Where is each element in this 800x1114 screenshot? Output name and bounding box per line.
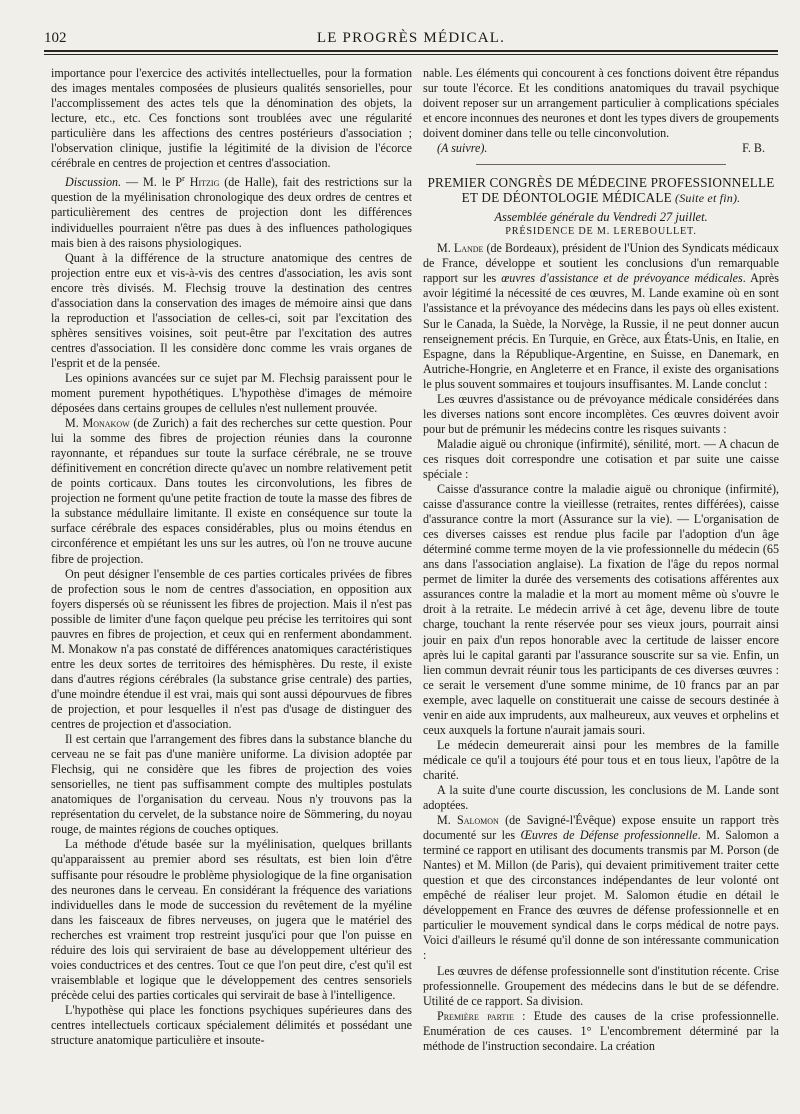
text-run: : Etude des causes de la crise professionnelle. Enumération de ces causes. 1° L'encombrement déterminé par la méthode de l'instruction secondaire. La création — [423, 1008, 779, 1053]
paragraph: Il est certain que l'arrangement des fibres dans la substance blanche du cerveau ne se fait pas d'une manière uniforme. La division adoptée par Flechsig, qui ne considère que les fibres de projection des voies sensorielles, ne tient pas suffisamment compte des multiples postulats anatomiques de l'organisation du cerveau. Nous n'y trouvons pas la représentation du cervelet, de la substance noire de Sömmering, du noyau rouge, de maintes régions de couches optiques. — [51, 732, 412, 837]
header-rule-thin — [44, 54, 778, 55]
section-title — [423, 175, 779, 206]
paragraph — [423, 813, 779, 963]
paragraph: Les opinions avancées sur ce sujet par M. Flechsig paraissent pour le moment purement hypothétiques. L'hypothèse d'images de mémoire déposées dans certains groupes de cellules n'est nullement prouvée. — [51, 370, 412, 416]
page-number: 102 — [44, 30, 67, 46]
text-run: M. — [437, 241, 454, 256]
text-run: (de Savigné-l'Évêque) expose ensuite un rapport très documenté sur les — [423, 813, 779, 843]
presidency-heading: PRÉSIDENCE DE M. LEREBOULLET. — [505, 226, 697, 238]
text-run: — M. le P — [121, 175, 183, 190]
paragraph: Les œuvres d'assistance ou de prévoyance médicale considérées dans les diverses nations sont encore incomplètes. Ces œuvres doivent avoir pour but de prémunir les médecins contre les risques suivants : — [423, 391, 779, 436]
assembly-heading: Assemblée générale du Vendredi 27 juillet. — [494, 210, 708, 225]
paragraph: Maladie aiguë ou chronique (infirmité), sénilité, mort. — A chacun de ces risques doit correspondre une cotisation et par suite une caisse spéciale : — [423, 436, 779, 481]
paragraph: nable. Les éléments qui concourent à ces fonctions doivent être répandus sur toute l'écorce. Et les conditions anatomiques du travail psychique doivent reposer sur un arrangement particulier à complications spéciales et encore inconnues des neurones et dont les types divers de groupements doivent dominer dans telle ou telle cinconvolution. — [423, 66, 779, 141]
paragraph: L'hypothèse qui place les fonctions psychiques supérieures dans des centres intellectuels corticaux spécialement délimités et possédant une structure anatomique particulière et insoute- — [51, 1002, 412, 1048]
author-name: Lande — [453, 241, 484, 256]
text-run: r — [182, 174, 185, 184]
section-separator — [476, 164, 725, 165]
author-name: Salomon — [457, 813, 499, 828]
discussion-paragraph — [51, 171, 412, 250]
part-label: Première partie — [437, 1008, 514, 1023]
text-run: œuvres d'assistance et de prévoyance médicales — [501, 271, 743, 286]
paragraph — [423, 241, 779, 391]
text-run: . M. Salomon a terminé ce rapport en utilisant des documents transmis par M. Porson (de Nantes) et M. Millon (de Paris), qui devaient primitivement traiter cette question et que des circonstances indépendantes de leur volonté ont empêché de réaliser leur projet. M. Salomon étudie en détail le développement en France des œuvres de défense professionnelle et en particulier le mouvement syndical dans le corps médical de notre pays. Voici d'ailleurs le résumé qu'il donne de son intéressante communication : — [423, 828, 779, 963]
left-column — [51, 66, 412, 1048]
text-run: (Suite et fin). — [671, 191, 741, 206]
paragraph: Caisse d'assurance contre la maladie aiguë ou chronique (infirmité), caisse d'assurance contre la vieillesse (retraites, rentes différées), caisse d'assurance contre la mort (Assurance sur la vie). — L'organisation de ces diverses caisses est rendue plus facile par l'adoption d'un âge déterminé comme terme moyen de la vie professionnelle du médecin (65 ans dans l'association anglaise). La fixation de l'âge du repos normal permet de limiter la durée des versements des cotisations afférentes aux assurances contre la maladie et la mort au moment même où s'ouvre le droit à la retraite. Le médecin arrivé à cet âge, devenu libre de toute charge, touchant la rente réservée pour ses vieux jours, pourrait ainsi jouir en paix d'un repos honorable avec la certitude de laisser encore après lui le capital garanti par l'assurance souscrite sur sa vie. Enfin, un lien commun devrait réunir tous les participants de ces diverses œuvres : ce serait le versement d'une somme minime, de 10 francs par an par exemple, avec laquelle on constituerait une caisse de secours destinée à venir en aide aux imprudents, aux malheureux, aux veuves et orphelins et ceux auxquels la fortune n'aurait jamais souri. — [423, 482, 779, 737]
to-be-continued: (A suivre). — [437, 141, 488, 156]
author-name: Hitzig — [184, 175, 220, 190]
text-run: PREMIER CONGRÈS DE MÉDECINE PROFESSIONNELLE ET DE DÉONTOLOGIE MÉDICALE — [427, 175, 775, 206]
paragraph: Quant à la différence de la structure anatomique des centres de projection entre eux et vis-à-vis des centres d'association, les avis sont encore très divisés. M. Flechsig trouve la destination des centres d'association dans la conservation des images de mémoire ainsi que dans la reproduction et l'association de celles-ci, soit par l'excitation des sphères sensitives voisines, soit peut-être par l'excitation des autres centres d'association. Il les considère donc comme les vrais organes de l'esprit et de la pensée. — [51, 250, 412, 370]
paragraph: La méthode d'étude basée sur la myélinisation, quelques brillants qu'apparaissent au premier abord ses résultats, est bien loin d'être suffisante pour résoudre le problème physiologique de la fine organisation des neurones dans le cerveau. En considérant la fréquence des variations individuelles dans le mode de succession du revêtement de la myéline dans les faisceaux de fibres nerveuses, on jugera que le matériel des recherches est vraiment trop restreint jusqu'ici pour que l'on puisse en réduire des lois qui serviraient de base au développement ultérieur des voies conductrices et des centres. Tout ce que l'on peut dire, c'est qu'il est vraisemblable et logique que le développement des centres sensoriels précède celui des parties corticales qui servirait de base à l'intelligence. — [51, 837, 412, 1002]
running-header — [44, 30, 778, 52]
discussion-label: Discussion. — [65, 175, 122, 190]
text-run: (de Bordeaux), président de l'Union des Syndicats médicaux de France, développe et soutient les conclusions d'un remarquable rapport sur les — [423, 241, 779, 286]
paragraph: On peut désigner l'ensemble de ces parties corticales privées de fibres de profection sous le nom de centres d'association, en opposition aux foyers dispersés où se réunissent les fibres de projection. Mais il n'est pas possible de limiter d'une façon quelque peu précise les territoires qui sont pauvres en fibres de projection, et ceux qui en renferment abondamment. M. Monakow n'a pas constaté de différences anatomiques caractéristiques entre les deux sortes de territoires des hémisphères. Du reste, il existe dans d'autres régions cérébrales (la substance grise centrale) des parties, d'une moindre étendue il est vrai, mais qui sont aussi dépourvues de fibres de projection, et pour lesquelles il n'est pas d'usage de distinguer des centres de projection et d'association. — [51, 566, 412, 732]
header-rule — [44, 50, 778, 52]
right-column — [423, 66, 779, 1054]
author-initials: F. B. — [742, 141, 765, 156]
text-run: . Après avoir légitimé la nécessité de ces œuvres, M. Lande examine où en sont l'assistance et la prévoyance des médecins dans les pays où elles existent. Sur le Canada, la Suède, la Norvège, la Russie, il ne peut donner aucun renseignement précis. En Turquie, en Grèce, aux États-Unis, en Italie, en Espagne, dans la République-Argentine, en Suisse, en Danemark, en Autriche-Hongrie, en Angleterre et en France, il existe des organisations le plus souvent sommaires et toujours insuffisantes. M. Lande conclut : — [423, 271, 779, 391]
text-run: (de Zurich) a fait des recherches sur cette question. Pour lui la somme des fibres de projection réunies dans la couronne rayonnante, et répandues sur toute la surface cérébrale, ne se trouve définitivement en concrétion directe qu'avec un nombre relativement petit de points corticaux. Dans toutes les circonvolutions, les fibres de projection ne forment qu'une petite fraction de toute la masse des fibres de la substance médullaire limitante. Il existe en conséquence sur toute la surface cérébrale des espaces considérables, plus ou moins étendus en circonférence et empiétant les uns sur les autres, où l'on ne trouve aucune fibre de projection. — [51, 416, 412, 566]
text-run: M. — [437, 813, 457, 828]
author-name: Monakow — [82, 416, 130, 431]
text-run: Œuvres de Défense professionnelle — [520, 828, 698, 843]
paragraph — [423, 1009, 779, 1054]
text-run: (de Halle), fait des restrictions sur la question de la myélinisation chronologique des deux ordres de centres et particulièrement des centres de projection dont les différences individuelles pourraient n'être pas dues à des influences pathologiques mais bien à des raisons physiologiques. — [51, 175, 413, 250]
paragraph: A la suite d'une courte discussion, les conclusions de M. Lande sont adoptées. — [423, 782, 779, 813]
paragraph: Le médecin demeurerait ainsi pour les membres de la famille médicale ce qu'il a toujours été pour tous et en tous lieux, l'apôtre de la charité. — [423, 737, 779, 782]
paragraph — [51, 416, 412, 566]
paragraph: Les œuvres de défense professionnelle sont d'institution récente. Crise professionnelle. Groupement des médecins dans le but de se défendre. Utilité de ce rapport. Sa division. — [423, 963, 779, 1008]
text-run: M. — [65, 416, 83, 431]
signature-line — [423, 141, 779, 156]
journal-title: LE PROGRÈS MÉDICAL. — [316, 30, 506, 46]
paragraph: importance pour l'exercice des activités intellectuelles, pour la formation des images mentales composées de plusieurs qualités sensorielles, pour l'accomplissement des actes tels que la dénomination des objets, la lecture, etc., etc. Ces fonctions sont troublées avec une régularité particulière dans les affections des centres postérieurs d'association ; l'observation clinique, justifie la légitimité de la division de l'écorce cérébrale en centres de projection et centres d'association. — [51, 66, 412, 171]
